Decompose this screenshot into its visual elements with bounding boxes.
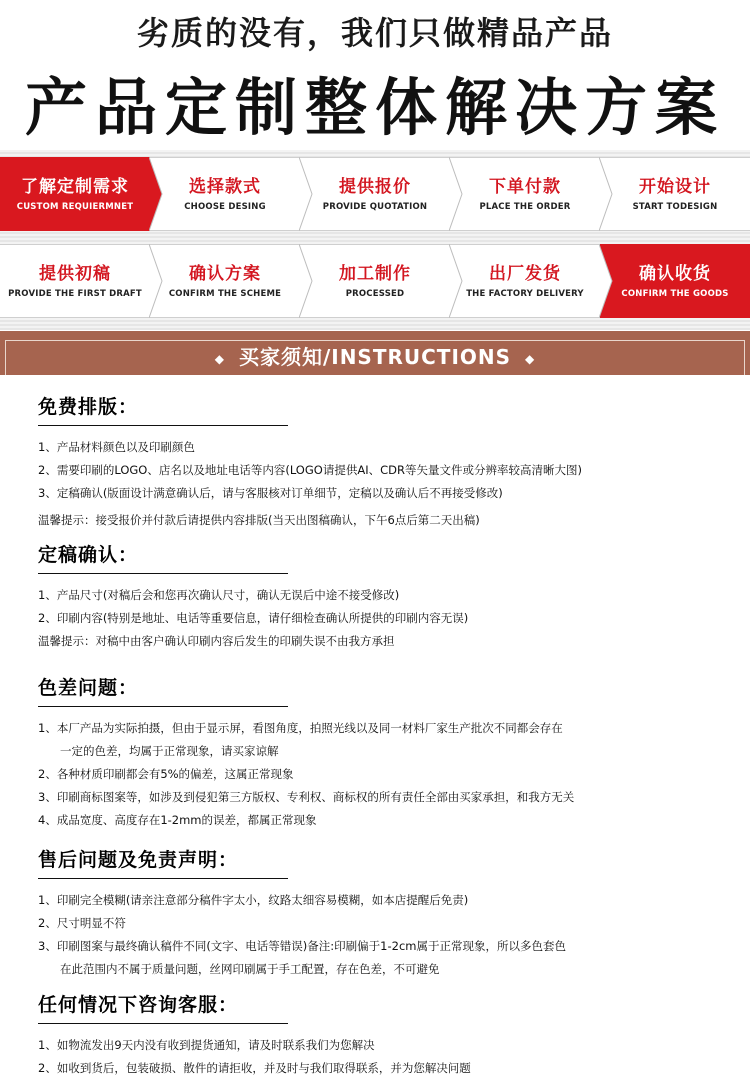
step-first-draft xyxy=(0,244,150,318)
section-line: 一定的色差，均属于正常现象，请买家谅解 xyxy=(60,744,279,758)
step-confirm-goods xyxy=(600,244,750,318)
step-en: THE FACTORY DELIVERY xyxy=(466,289,584,299)
step-en: CONFIRM THE SCHEME xyxy=(168,289,282,299)
section-line: 1、如物流发出9天内没有收到提货通知，请及时联系我们为您解决 xyxy=(38,1038,375,1052)
step-en: CHOOSE DESING xyxy=(184,202,266,212)
process-row-1 xyxy=(0,157,750,231)
page-title: 产品定制整体解决方案 xyxy=(24,71,725,144)
section-after-sales xyxy=(38,845,738,981)
section-title: 定稿确认： xyxy=(38,544,139,566)
step-start-design xyxy=(600,157,750,231)
step-processed xyxy=(300,244,450,318)
section-line: 2、印刷内容(特别是地址、电话等重要信息，请仔细检查确认所提供的印刷内容无误) xyxy=(38,611,469,625)
section-line: 1、本厂产品为实际拍摄，但由于显示屏，看图角度，拍照光线以及同一材料厂家生产批次不同都会存在 xyxy=(38,721,563,735)
section-contact-service xyxy=(38,990,738,1080)
section-free-layout xyxy=(38,392,738,532)
chevron-arrow-icon xyxy=(449,244,463,318)
section-divider xyxy=(38,1023,288,1024)
chevron-arrow-icon xyxy=(149,157,163,231)
slogan: 劣质的没有，我们只做精品产品 xyxy=(136,14,613,52)
section-line: 3、印刷图案与最终确认稿件不同(文字、电话等错误)备注:印刷偏于1-2cm属于正常现象，所以多色套色 xyxy=(38,939,566,953)
section-line: 2、如收到货后，包装破损、散件的请拒收，并及时与我们取得联系，并为您解决问题 xyxy=(38,1061,471,1075)
process-steps xyxy=(0,150,750,330)
diamond-icon: ◆ xyxy=(214,351,225,366)
section-divider xyxy=(38,425,288,426)
step-cn: 开始设计 xyxy=(639,177,711,197)
chevron-arrow-icon xyxy=(299,157,313,231)
instructions-title xyxy=(0,341,750,370)
section-title: 免费排版： xyxy=(38,396,139,418)
section-line: 2、各种材质印刷都会有5%的偏差，这属正常现象 xyxy=(38,767,294,781)
section-line: 4、成品宽度、高度存在1-2mm的误差，都属正常现象 xyxy=(38,813,317,827)
step-confirm-scheme xyxy=(150,244,300,318)
step-en: CUSTOM REQUIERMNET xyxy=(16,202,134,212)
step-choose-style xyxy=(150,157,300,231)
section-divider xyxy=(38,878,288,879)
section-line: 2、需要印刷的LOGO、店名以及地址电话等内容(LOGO请提供AI、CDR等矢量文件或分辨率较高清晰大图) xyxy=(38,463,582,477)
step-cn: 提供报价 xyxy=(339,177,411,197)
chevron-arrow-icon xyxy=(299,244,313,318)
section-title: 售后问题及免责声明： xyxy=(38,849,239,871)
step-en: PLACE THE ORDER xyxy=(479,202,571,212)
section-color-difference xyxy=(38,673,738,832)
chevron-arrow-icon xyxy=(449,157,463,231)
chevron-arrow-icon xyxy=(599,157,613,231)
section-divider xyxy=(38,573,288,574)
step-cn: 选择款式 xyxy=(189,177,261,197)
step-cn: 确认收货 xyxy=(639,264,711,284)
step-en: START TODESIGN xyxy=(632,202,718,212)
process-row-2 xyxy=(0,244,750,318)
step-en: PROVIDE THE FIRST DRAFT xyxy=(8,289,142,299)
step-factory-delivery xyxy=(450,244,600,318)
section-line: 在此范围内不属于质量问题，丝网印刷属于手工配置，存在色差，不可避免 xyxy=(60,962,440,976)
step-en: PROVIDE QUOTATION xyxy=(322,202,428,212)
chevron-arrow-icon xyxy=(599,244,613,318)
section-note: 温馨提示：接受报价并付款后请提供内容排版(当天出图稿确认，下午6点后第二天出稿) xyxy=(38,513,480,527)
section-line: 3、印刷商标图案等，如涉及到侵犯第三方版权、专利权、商标权的所有责任全部由买家承担，和我方无关 xyxy=(38,790,575,804)
section-line: 1、印刷完全模糊(请亲注意部分稿件字太小，纹路太细容易模糊，如本店提醒后免责) xyxy=(38,893,469,907)
section-title: 色差问题： xyxy=(38,677,139,699)
step-cn: 出厂发货 xyxy=(489,264,561,284)
section-line: 1、产品材料颜色以及印刷颜色 xyxy=(38,440,195,454)
section-title: 任何情况下咨询客服： xyxy=(38,994,239,1016)
step-en: CONFIRM THE GOODS xyxy=(621,289,729,299)
diamond-icon: ◆ xyxy=(525,351,536,366)
step-cn: 下单付款 xyxy=(489,177,561,197)
section-note: 温馨提示：对稿中由客户确认印刷内容后发生的印刷失误不由我方承担 xyxy=(38,634,395,648)
chevron-arrow-icon xyxy=(149,244,163,318)
page-header xyxy=(0,0,750,150)
section-final-confirmation xyxy=(38,540,738,653)
step-cn: 确认方案 xyxy=(189,264,261,284)
section-line: 2、尺寸明显不符 xyxy=(38,916,126,930)
step-en: PROCESSED xyxy=(345,289,405,299)
step-cn: 了解定制需求 xyxy=(21,177,129,197)
step-provide-quotation xyxy=(300,157,450,231)
instructions-title-text: 买家须知/INSTRUCTIONS xyxy=(238,345,512,369)
section-divider xyxy=(38,706,288,707)
instructions-banner xyxy=(0,331,750,375)
step-understand-requirements xyxy=(0,157,150,231)
step-cn: 加工制作 xyxy=(339,264,411,284)
section-line: 1、产品尺寸(对稿后会和您再次确认尺寸，确认无误后中途不接受修改) xyxy=(38,588,400,602)
section-line: 3、定稿确认(版面设计满意确认后，请与客服核对订单细节，定稿以及确认后不再接受修改) xyxy=(38,486,503,500)
step-cn: 提供初稿 xyxy=(39,264,111,284)
step-place-order xyxy=(450,157,600,231)
